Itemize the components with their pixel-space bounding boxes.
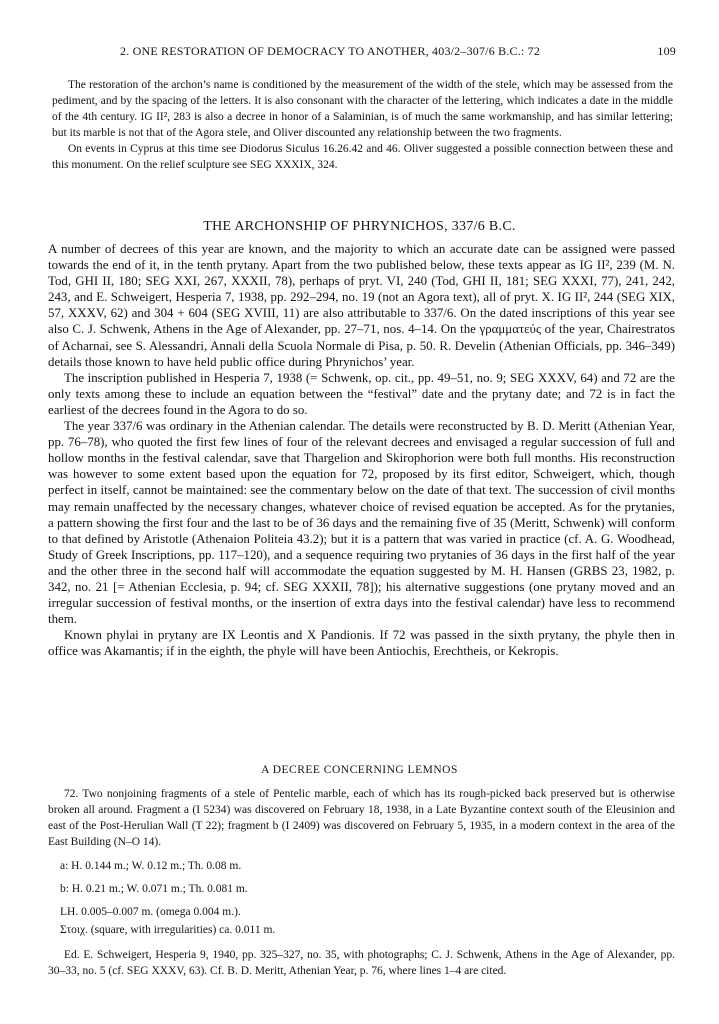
edition-reference: Ed. E. Schweigert, Hesperia 9, 1940, pp. 325–327, no. 35, with photographs; C. J. Schwenk, Athens in the Age of Alexander, pp. 30–33, no. 5 (cf. SEG XXXV, 63). Cf. B. D. Meritt, Athenian Year, p. 76, where lines 1–4 are cited. bbox=[48, 949, 675, 977]
section-heading-phrynichos: THE ARCHONSHIP OF PHRYNICHOS, 337/6 B.C. bbox=[203, 219, 516, 234]
section-body-phrynichos bbox=[48, 241, 675, 659]
note-paragraph-2: On events in Cyprus at this time see Diodorus Siculus 16.26.42 and 46. Oliver suggested a possible connection between these and this monument. On the relief sculpture see SEG XXXIX, 324. bbox=[52, 143, 673, 171]
letter-height: LH. 0.005–0.007 m. (omega 0.004 m.). bbox=[60, 906, 241, 918]
commentary-notes bbox=[52, 77, 673, 173]
running-head-title: 2. ONE RESTORATION OF DEMOCRACY TO ANOTHER, 403/2–307/6 B.C.: 72 bbox=[120, 44, 541, 58]
dimensions-fragment-a: a: H. 0.144 m.; W. 0.12 m.; Th. 0.08 m. bbox=[60, 860, 242, 872]
dimensions-fragment-b: b: H. 0.21 m.; W. 0.071 m.; Th. 0.081 m. bbox=[60, 883, 248, 895]
page-number: 109 bbox=[657, 44, 676, 58]
body-paragraph-3: The year 337/6 was ordinary in the Athenian calendar. The details were reconstructed by B. D. Meritt (Athenian Year, pp. 76–78), who quoted the first few lines of four of the relevant decrees and envisaged a regular succession of full and hollow months in the festival calendar, save that Thargelion and Skirophorion were both full months. His reconstruction was however to some extent based upon the equation for 72, proposed by its first editor, Schweigert, which, though perfect in itself, cannot be maintained: see the commentary below on the date of that text. The succession of civil months may remain unaffected by the necessary changes, whatever choice of revised equation be accepted. As for the prytanies, a pattern showing the first four and the last to be of 36 days and the remaining five of 35 (Meritt, Schwenk) will conform to that defined by Aristotle (Athenaion Politeia 43.2); but it is a pattern that was varied in practice (cf. A. G. Woodhead, Study of Greek Inscriptions, pp. 117–120), and a sequence requiring two prytanies of 36 days in the first half of the year and the other three in the second half will accommodate the equation suggested by M. H. Hansen (GRBS 23, 1982, p. 342, no. 21 [= Athenian Ecclesia, p. 94; cf. SEG XXXII, 78]); his alternative suggestions (one prytany moved and an irregular succession of festival months, or the insertion of extra days into the festival calendar) have less to recommend them. bbox=[48, 419, 675, 627]
note-paragraph-1: The restoration of the archon’s name is conditioned by the measurement of the width of the stele, which may be assessed from the pediment, and by the spacing of the letters. It is also consonant with the character of the lettering, which indicates a date in the middle of the 4th century. IG II², 283 is also a decree in honor of a Salaminian, is of much the same workmanship, and has similar lettering; but its marble is not that of the Agora stele, and Oliver discounted any relationship between the two fragments. bbox=[52, 79, 673, 139]
body-paragraph-2: The inscription published in Hesperia 7, 1938 (= Schwenk, op. cit., pp. 49–51, no. 9; SEG XXXV, 64) and 72 are the only texts among these to include an equation between the “festival” date and the prytany date; and 72 is in fact the earliest of the decrees found in the Agora to do so. bbox=[48, 370, 675, 417]
section-heading-lemnos: A DECREE CONCERNING LEMNOS bbox=[261, 764, 458, 776]
body-paragraph-1: A number of decrees of this year are known, and the majority to which an accurate date can be assigned were passed towards the end of it, in the tenth prytany. Apart from the two published below, these texts appear as IG II², 239 (M. N. Tod, GHI II, 180; SEG XXI, 267, XXXII, 78), perhaps of pryt. VI, 240 (Tod, GHI II, 181; SEG XXXI, 77), 241, 242, 243, and E. Schweigert, Hesperia 7, 1938, pp. 292–294, no. 19 (not an Agora text), all of pryt. X. IG II², 244 (SEG XIX, 57, XXXV, 62) and 304 + 604 (SEG XVIII, 11) are also attributable to 337/6. On the dated inscriptions of this year see also C. J. Schwenk, Athens in the Age of Alexander, pp. 27–71, nos. 4–14. On the γραμματεύς of the year, Chairestratos of Acharnai, see S. Alessandri, Annali della Scuola Normale di Pisa, p. 50. R. Develin (Athenian Officials, pp. 346–349) details those known to have held public office during Phrynichos’ year. bbox=[48, 242, 675, 369]
stoichedon-spacing: Στοιχ. (square, with irregularities) ca. 0.011 m. bbox=[60, 924, 276, 936]
entry-description: 72. Two nonjoining fragments of a stele of Pentelic marble, each of which has its rough-picked back preserved but is otherwise broken all around. Fragment a (I 5234) was discovered on February 18, 1938, in a Late Byzantine context south of the Eleusinion and east of the Post-Herulian Wall (T 22); fragment b (I 2409) was discovered on February 5, 1935, in a modern context in the area of the East Building (N–O 14). bbox=[48, 788, 675, 848]
inscription-entry-72 bbox=[48, 786, 675, 979]
body-paragraph-4: Known phylai in prytany are IX Leontis and X Pandionis. If 72 was passed in the sixth prytany, the phyle then in office was Akamantis; if in the eighth, the phyle will have been Antiochis, Erechtheis, or Kekropis. bbox=[48, 628, 675, 659]
